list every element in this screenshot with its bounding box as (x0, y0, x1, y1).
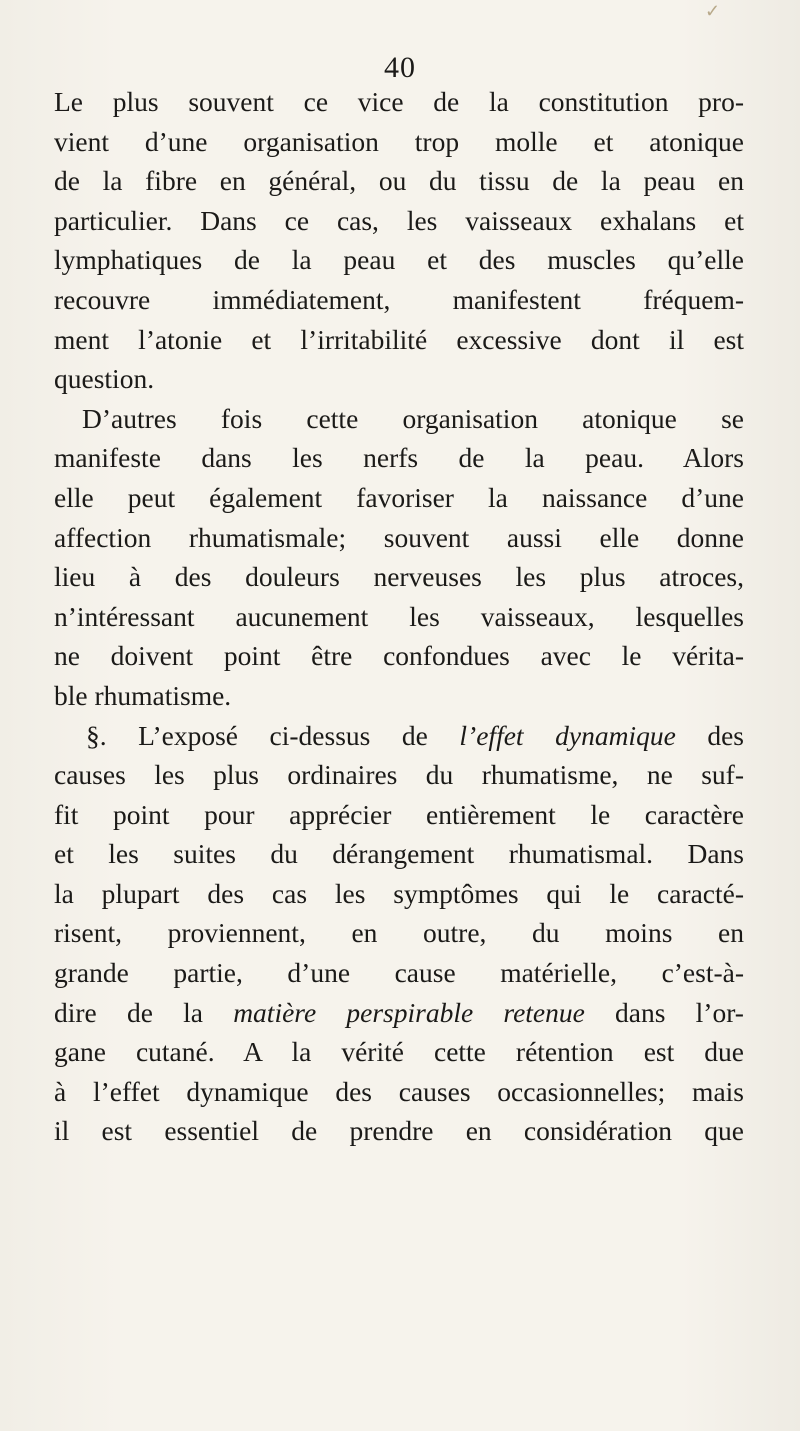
text-line: à l’effet dynamique des causes occasionnelles; mais (54, 1075, 744, 1107)
text-line (54, 716, 744, 756)
text-line: gane cutané. A la vérité cette rétention est due (54, 1036, 744, 1068)
text-line: lymphatiques de la peau et des muscles qu’elle (54, 244, 744, 276)
text-line: lieu à des douleurs nerveuses les plus atroces, (54, 561, 744, 593)
margin-mark: ✓ (705, 1, 721, 21)
text-line: question. (54, 363, 155, 395)
text-line (54, 993, 744, 1033)
text-line: risent, proviennent, en outre, du moins en (54, 917, 744, 949)
paragraph-3 (54, 716, 744, 1152)
text-line: ble rhumatisme. (54, 679, 232, 711)
text-run: dans l’or- (584, 996, 744, 1028)
text-line: Le plus souvent ce vice de la constitution pro- (54, 86, 744, 117)
text-line: affection rhumatismale; souvent aussi elle donne (54, 521, 744, 553)
text-line: ne doivent point être confondues avec le vérita- (54, 640, 744, 672)
text-run: dire de la (54, 996, 234, 1028)
text-line: fit point pour apprécier entièrement le caractère (54, 798, 744, 830)
paragraph-2 (54, 399, 744, 716)
text-line: D’autres fois cette organisation atonique se (82, 402, 744, 434)
italic-phrase: matière perspirable retenue (233, 996, 585, 1028)
text-line: particulier. Dans ce cas, les vaisseaux exhalans et (54, 204, 744, 236)
page-number: 40 (384, 51, 416, 84)
text-line: grande partie, d’une cause matérielle, c’est-à- (54, 957, 744, 989)
text-line: et les suites du dérangement rhumatismal. Dans (54, 838, 744, 870)
text-line: la plupart des cas les symptômes qui le caracté- (54, 877, 744, 909)
text-line: il est essentiel de prendre en considération que (54, 1115, 744, 1147)
text-line: causes les plus ordinaires du rhumatisme, ne suf- (54, 759, 744, 791)
italic-phrase: l’effet dynamique (459, 719, 676, 751)
text-run: des (675, 719, 744, 751)
text-line: elle peut également favoriser la naissance d’une (54, 481, 744, 513)
text-line: de la fibre en général, ou du tissu de la peau en (54, 165, 744, 197)
body-text (54, 82, 744, 1151)
paragraph-1 (54, 82, 744, 399)
text-line: n’intéressant aucunement les vaisseaux, lesquelles (54, 600, 744, 632)
text-run: §. L’exposé ci-dessus de (86, 719, 460, 751)
text-line: manifeste dans les nerfs de la peau. Alors (54, 442, 744, 474)
text-line: ment l’atonie et l’irritabilité excessive dont il est (54, 323, 744, 355)
text-line: vient d’une organisation trop molle et atonique (54, 125, 744, 157)
text-line: recouvre immédiatement, manifestent fréquem- (54, 283, 744, 315)
